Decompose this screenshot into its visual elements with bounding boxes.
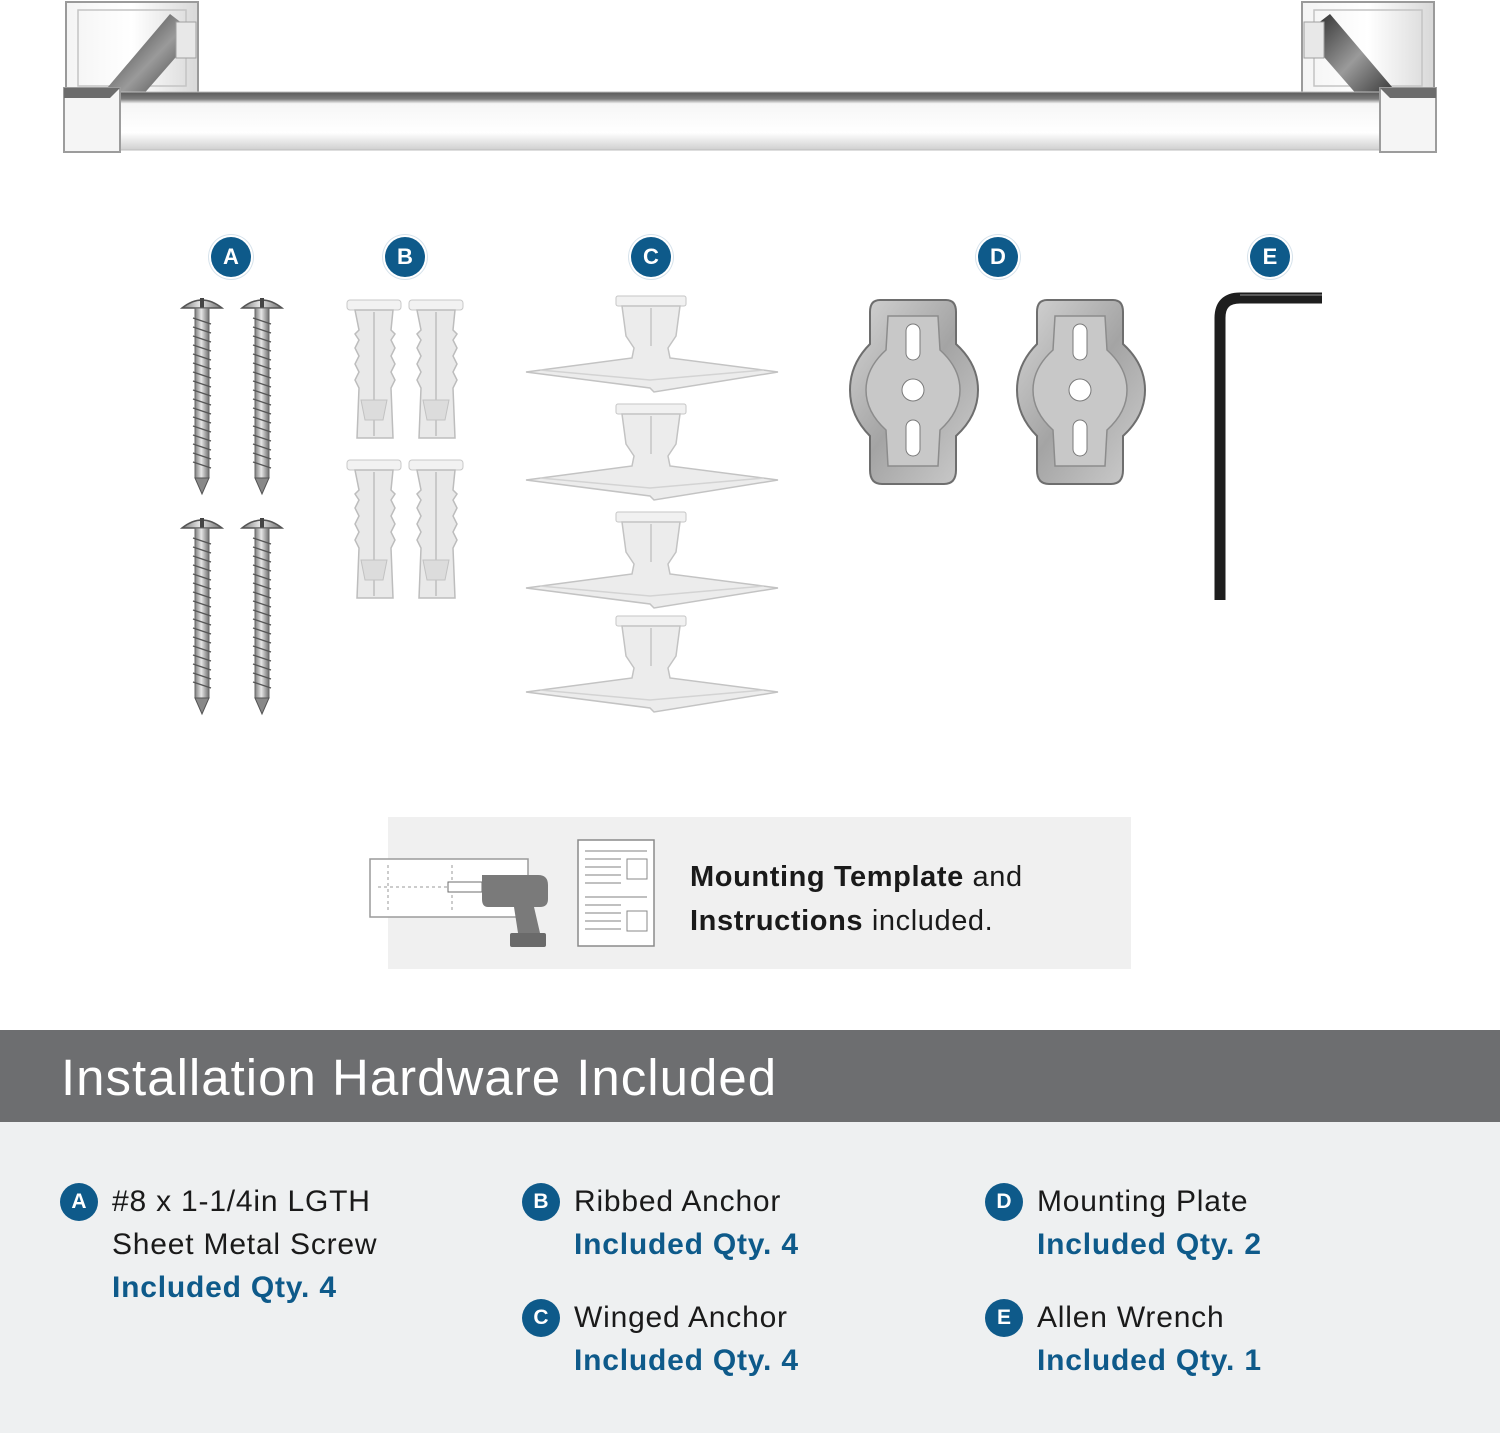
template-info-box: [388, 817, 1131, 969]
hardware-legend: [0, 1122, 1500, 1433]
towel-bar-image: [0, 0, 1500, 160]
instructions-document-icon: [577, 839, 657, 949]
legend-e-qty: Included Qty. 1: [1037, 1344, 1262, 1377]
legend-badge-a: A: [60, 1183, 98, 1221]
legend-d-name: Mounting Plate: [1037, 1185, 1249, 1218]
winged-anchors-image: [520, 292, 785, 712]
legend-a-qty: Included Qty. 4: [112, 1271, 337, 1304]
legend-c-name: Winged Anchor: [574, 1301, 788, 1334]
legend-a-name-2: Sheet Metal Screw: [112, 1228, 378, 1261]
part-c-badge: C: [631, 237, 671, 277]
mounting-plates-image: [845, 292, 1155, 492]
legend-c-qty: Included Qty. 4: [574, 1344, 799, 1377]
screws-image: [170, 290, 300, 720]
legend-badge-b: B: [522, 1183, 560, 1221]
legend-a-name-1: #8 x 1-1/4in LGTH: [112, 1185, 371, 1218]
template-line-2: Instructions included.: [690, 905, 994, 937]
template-line-1: Mounting Template and: [690, 861, 1023, 893]
legend-badge-c: C: [522, 1299, 560, 1337]
section-header: [0, 1030, 1500, 1122]
part-e-badge: E: [1250, 237, 1290, 277]
part-d-badge: D: [978, 237, 1018, 277]
ribbed-anchors-image: [345, 298, 470, 610]
part-b-badge: B: [385, 237, 425, 277]
legend-d-qty: Included Qty. 2: [1037, 1228, 1262, 1261]
legend-b-name: Ribbed Anchor: [574, 1185, 782, 1218]
section-title: Installation Hardware Included: [61, 1049, 778, 1106]
legend-badge-e: E: [985, 1299, 1023, 1337]
template-caption: [690, 855, 1110, 943]
legend-badge-d: D: [985, 1183, 1023, 1221]
legend-e-name: Allen Wrench: [1037, 1301, 1225, 1334]
drill-template-icon: [368, 853, 553, 951]
part-a-badge: A: [211, 237, 251, 277]
allen-wrench-image: [1212, 292, 1330, 606]
legend-b-qty: Included Qty. 4: [574, 1228, 799, 1261]
